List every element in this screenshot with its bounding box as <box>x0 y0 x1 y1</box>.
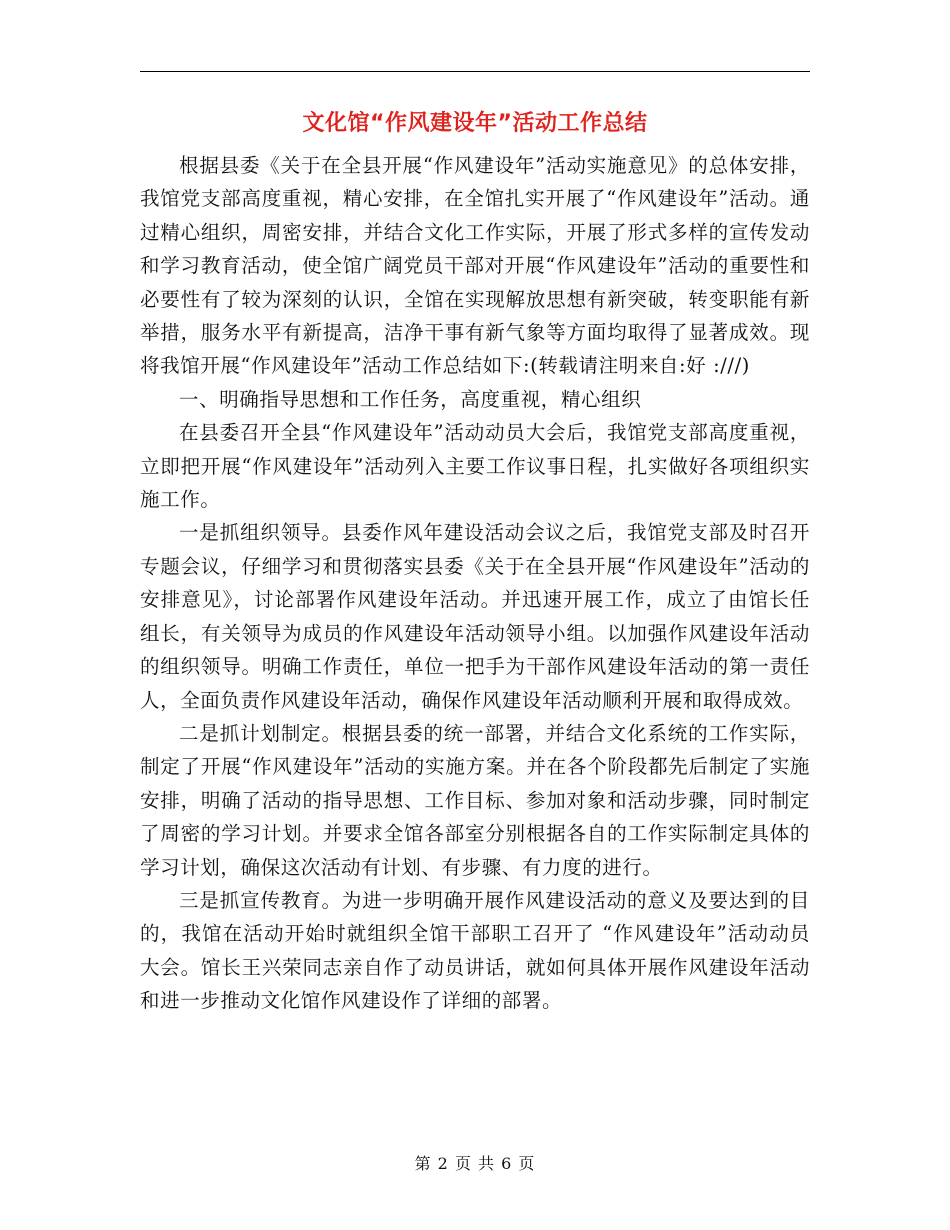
section-heading-1: 一、明确指导思想和工作任务，高度重视，精心组织 <box>179 387 642 411</box>
paragraph-publicity: 三是抓宣传教育。为进一步明确开展作风建设活动的意义及要达到的目的，我馆在活动开始时就组织全馆干部职工召开了 “作风建设年”活动动员大会。馆长王兴荣同志亲自作了动员讲话，就如何具体开展作风建设年活动和进一步推动文化馆作风建设作了详细的部署。 <box>140 888 810 1013</box>
paragraph-planning: 二是抓计划制定。根据县委的统一部署，并结合文化系统的工作实际，制定了开展“作风建设年”活动的实施方案。并在各个阶段都先后制定了实施安排，明确了活动的指导思想、工作目标、参加对象和活动步骤，同时制定了周密的学习计划。并要求全馆各部室分别根据各自的工作实际制定具体的学习计划，确保这次活动有计划、有步骤、有力度的进行。 <box>140 721 810 879</box>
paragraph-intro: 根据县委《关于在全县开展“作风建设年”活动实施意见》的总体安排，我馆党支部高度重视，精心安排，在全馆扎实开展了“作风建设年”活动。通过精心组织，周密安排，并结合文化工作实际，开展了形式多样的宣传发动和学习教育活动，使全馆广阔党员干部对开展“作风建设年”活动的重要性和必要性有了较为深刻的认识，全馆在实现解放思想有新突破，转变职能有新举措，服务水平有新提高，洁净干事有新气象等方面均取得了显著成效。现将我馆开展“作风建设年”活动工作总结如下:(转载请注明来自:好 :///) <box>140 154 810 378</box>
header-rule <box>140 71 810 72</box>
paragraph-meeting: 在县委召开全县“作风建设年”活动动员大会后，我馆党支部高度重视，立即把开展“作风建设年”活动列入主要工作议事日程，扎实做好各项组织实施工作。 <box>140 421 810 512</box>
paragraph-organization: 一是抓组织领导。县委作风年建设活动会议之后，我馆党支部及时召开专题会议，仔细学习和贯彻落实县委《关于在全县开展“作风建设年”活动的安排意见》，讨论部署作风建设年活动。并迅速开展工作，成立了由馆长任组长，有关领导为成员的作风建设年活动领导小组。以加强作风建设年活动的组织领导。明确工作责任，单位一把手为干部作风建设年活动的第一责任人，全面负责作风建设年活动，确保作风建设年活动顺利开展和取得成效。 <box>140 521 810 712</box>
document-title: 文化馆“作风建设年”活动工作总结 <box>302 111 648 136</box>
page-number-footer: 第 2 页 共 6 页 <box>414 1154 536 1173</box>
document-body <box>140 149 810 1018</box>
